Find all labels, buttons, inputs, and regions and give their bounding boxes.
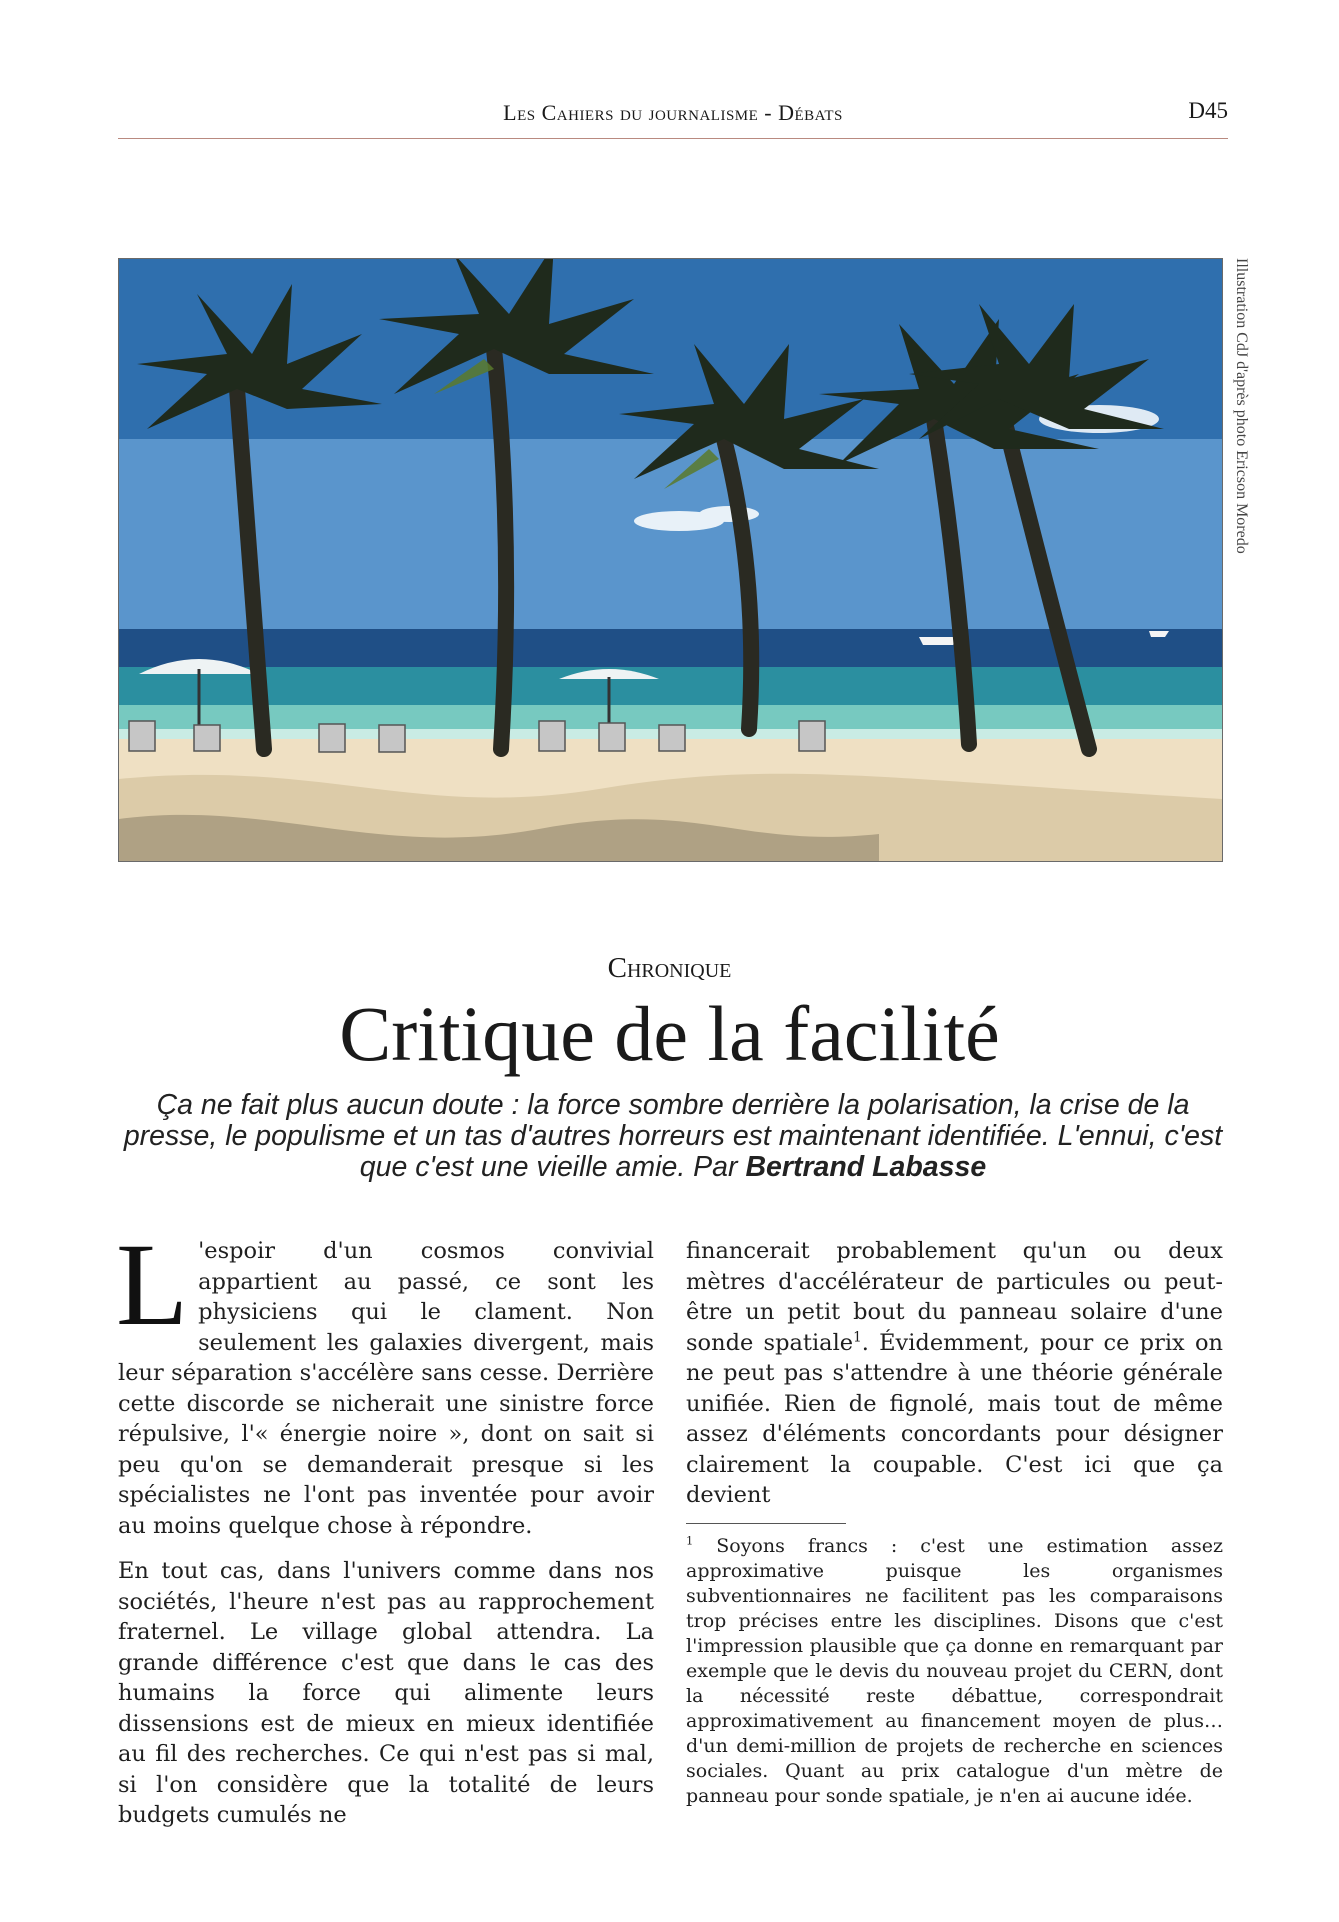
author-name: Bertrand Labasse	[745, 1151, 987, 1183]
drop-cap: L	[116, 1219, 189, 1350]
beach-illustration	[118, 258, 1223, 862]
footnote-1	[686, 1534, 1223, 1809]
paragraph-2: En tout cas, dans l'univers comme dans nos sociétés, l'heure n'est pas au rapprochement fraternel. Le village global attendra. La grande différence c'est que dans le cas des humains la force qui alimente leurs dissensions est de mieux en mieux identifiée au fil des recherches. Ce qui n'est pas si mal, si l'on considère que la totalité de leurs budgets cumulés ne	[118, 1558, 654, 1828]
footnote-reference[interactable]: 1	[853, 1329, 862, 1345]
article-lead	[118, 1090, 1228, 1183]
photo-credit: Illustration CdJ d'après photo Ericson Moredo	[1233, 258, 1250, 554]
lead-text: Ça ne fait plus aucun doute : la force sombre derrière la polarisation, la crise de la presse, le populisme et un tas d'autres horreurs est maintenant identifiée. L'ennui, c'est que c'est une vieille amie. Par	[123, 1089, 1223, 1183]
paragraph-3	[686, 1236, 1223, 1511]
body-column-left	[116, 1219, 654, 1831]
palm-beach-image	[119, 259, 1222, 861]
page-number: D45	[1188, 98, 1228, 123]
footnote-text: Soyons francs : c'est une estimation assez approximative puisque les organismes subventionnaires ne facilitent pas les comparaisons trop précises entre les disciplines. Disons que c'est l'impression plausible que ça donne en remarquant par exemple que le devis du nouveau projet du CERN, dont la nécessité reste débattue, correspondrait approximativement au financement moyen de plus… d'un demi-million de projets de recherche en sciences sociales. Quant au prix catalogue d'un mètre de panneau pour sonde spatiale, je n'en ai aucune idée.	[686, 1534, 1223, 1807]
journal-title: Les Cahiers du journalisme - Débats	[503, 100, 843, 125]
running-header	[118, 92, 1228, 139]
article-rubric: Chronique	[607, 952, 732, 984]
paragraph-3-text-b: . Évidemment, pour ce prix on ne peut pas s'attendre à une théorie générale unifiée. Rien de fignolé, mais tout de même assez d'éléments concordants pour désigner clairement la coupable. C'est ici que ça devient	[686, 1329, 1224, 1508]
body-column-right	[686, 1236, 1223, 1809]
paragraph-1-text: 'espoir d'un cosmos convivial appartient au passé, ce sont les physiciens qui le clament. Non seulement les galaxies divergent, mais leur séparation s'accélère sans cesse. Derrière cette discorde se nicherait une sinistre force répulsive, l'« énergie noire », dont on sait si peu qu'on se demanderait presque si les spécialistes ne l'ont pas inventée pour avoir au moins quelque chose à répondre.	[118, 1238, 654, 1539]
paragraph-3-text-a: financerait probablement qu'un ou deux mètres d'accélérateur de particules ou peut-être un petit bout du panneau solaire d'une sonde spatiale	[686, 1238, 1223, 1356]
footnote-divider	[686, 1523, 846, 1524]
footnote-number: 1	[686, 1533, 694, 1548]
paragraph-1	[116, 1219, 654, 1541]
article-title: Critique de la facilité	[339, 990, 1000, 1077]
